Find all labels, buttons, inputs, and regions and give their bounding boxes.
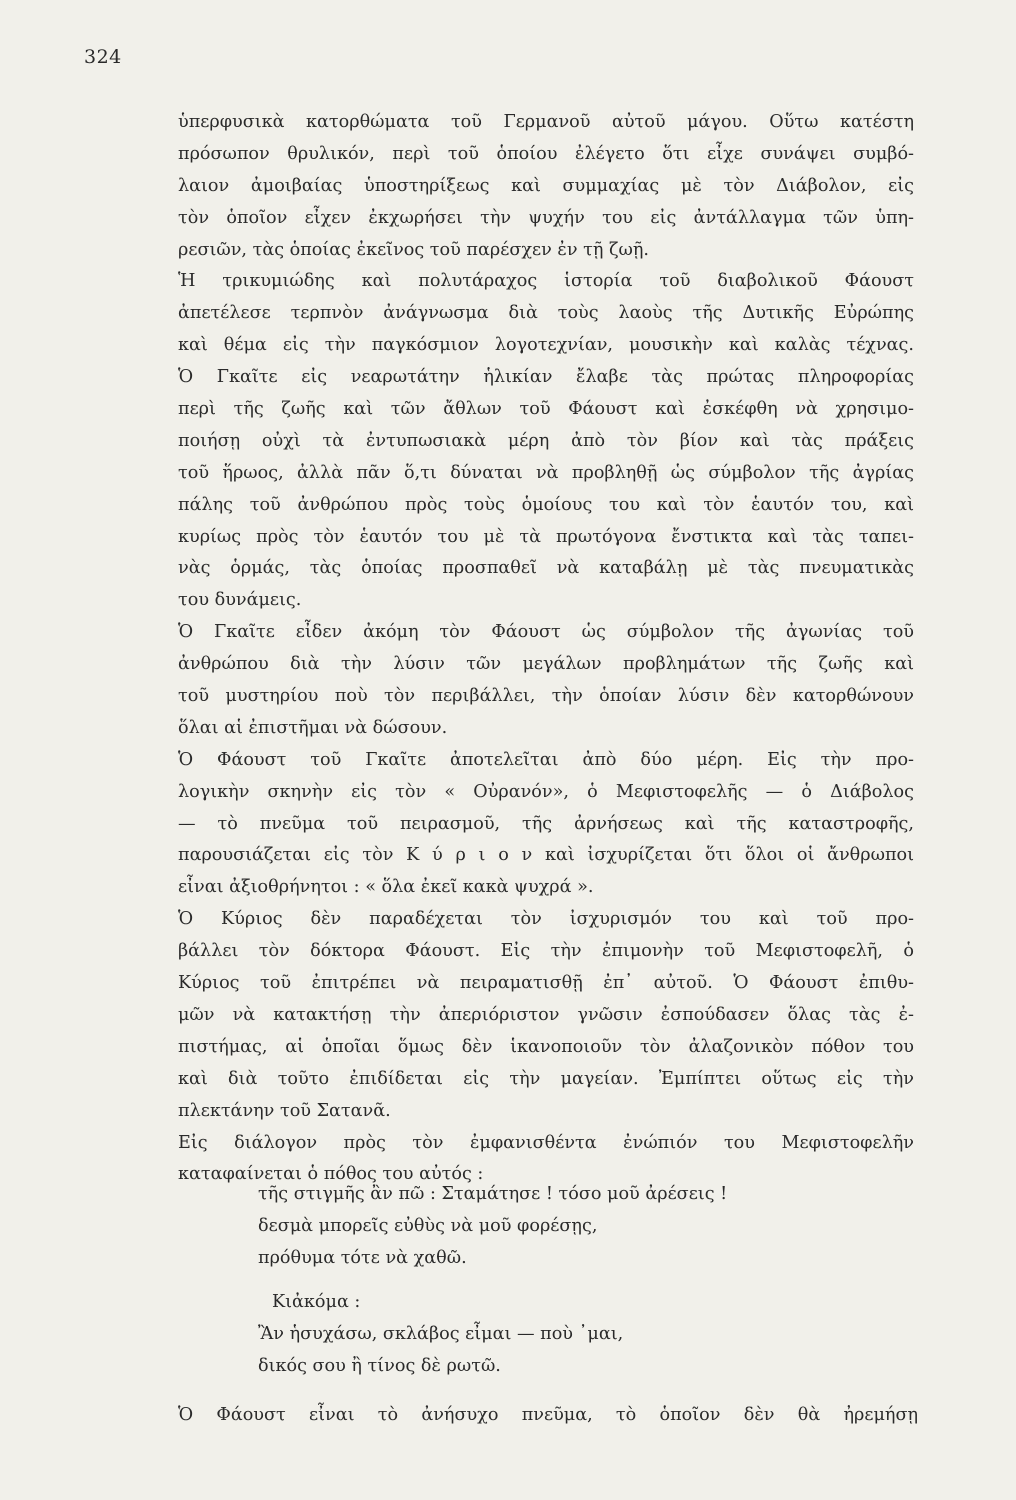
- text-line: Ἡ τρικυμιώδης καὶ πολυτάραχος ἱστορία τοῦ διαβολικοῦ Φάουστ: [178, 271, 914, 292]
- text-line: τοῦ μυστηρίου ποὺ τὸν περιβάλλει, τὴν ὁποίαν λύσιν δὲν κατορθώνουν: [178, 686, 914, 707]
- verse-line: δεσμὰ μπορεῖς εὐθὺς νὰ μοῦ φορέσῃς,: [258, 1216, 598, 1236]
- text-line: Ὁ Φάουστ εἶναι τὸ ἀνήσυχο πνεῦμα, τὸ ὁποῖον δὲν θὰ ἠρεμήσῃ: [178, 1405, 918, 1425]
- text-line: πιστήμας, αἱ ὁποῖαι ὅμως δὲν ἱκανοποιοῦν τὸν ἀλαζονικὸν πόθον του: [178, 1036, 914, 1057]
- text-line: εἶναι ἀξιοθρήνητοι : « ὅλα ἐκεῖ κακὰ ψυχρά ».: [178, 877, 594, 898]
- verse-line: τῆς στιγμῆς ἂν πῶ : Σταμάτησε ! τόσο μοῦ ἀρέσεις !: [258, 1184, 728, 1204]
- text-line: ρεσιῶν, τὰς ὁποίας ἐκεῖνος τοῦ παρέσχεν ἐν τῇ ζωῇ.: [178, 239, 650, 260]
- text-line: Ὁ Γκαῖτε εἶδεν ἀκόμη τὸν Φάουστ ὡς σύμβολον τῆς ἀγωνίας τοῦ: [178, 622, 914, 643]
- text-line: ποιήσῃ οὐχὶ τὰ ἐντυπωσιακὰ μέρη ἀπὸ τὸν βίον καὶ τὰς πράξεις: [178, 430, 914, 451]
- text-line: λογικὴν σκηνὴν εἰς τὸν « Οὐρανόν», ὁ Μεφιστοφελῆς — ὁ Διάβολος: [178, 781, 914, 802]
- text-line: λαιον ἀμοιβαίας ὑποστηρίξεως καὶ συμμαχίας μὲ τὸν Διάβολον, εἰς: [178, 175, 914, 196]
- verse-line: Ἂν ἡσυχάσω, σκλάβος εἶμαι — ποὺ ᾿μαι,: [258, 1324, 624, 1344]
- verse-line: δικός σου ἢ τίνος δὲ ρωτῶ.: [258, 1356, 501, 1376]
- verse-line: πρόθυμα τότε νὰ χαθῶ.: [258, 1248, 467, 1268]
- text-line: ὅλαι αἱ ἐπιστῆμαι νὰ δώσουν.: [178, 717, 448, 738]
- text-line: βάλλει τὸν δόκτορα Φάουστ. Εἰς τὴν ἐπιμονὴν τοῦ Μεφιστοφελῆ, ὁ: [178, 941, 914, 962]
- text-line: πλεκτάνην τοῦ Σατανᾶ.: [178, 1100, 391, 1121]
- text-line: τοῦ ἥρωος, ἀλλὰ πᾶν ὅ,τι δύναται νὰ προβληθῇ ὡς σύμβολον τῆς ἀγρίας: [178, 462, 914, 483]
- text-line: ὑπερφυσικὰ κατορθώματα τοῦ Γερμανοῦ αὐτοῦ μάγου. Οὕτω κατέστη: [178, 112, 914, 132]
- text-line: κυρίως πρὸς τὸν ἑαυτόν του μὲ τὰ πρωτόγονα ἔνστικτα καὶ τὰς ταπει-: [178, 526, 914, 547]
- verse-quote: [178, 1178, 798, 1382]
- text-line: πρόσωπον θρυλικόν, περὶ τοῦ ὁποίου ἐλέγετο ὅτι εἶχε συνάψει συμβό-: [178, 143, 914, 164]
- text-line: Ὁ Γκαῖτε εἰς νεαρωτάτην ἡλικίαν ἔλαβε τὰς πρώτας πληροφορίας: [178, 367, 914, 388]
- page-number: 324: [84, 46, 122, 68]
- text-line: περὶ τῆς ζωῆς καὶ τῶν ἄθλων τοῦ Φάουστ καὶ ἐσκέφθη νὰ χρησιμο-: [178, 399, 914, 420]
- text-line: καὶ θέμα εἰς τὴν παγκόσμιον λογοτεχνίαν, μουσικὴν καὶ καλὰς τέχνας.: [178, 335, 914, 356]
- text-line: ἀνθρώπου διὰ τὴν λύσιν τῶν μεγάλων προβλημάτων τῆς ζωῆς καὶ: [178, 654, 914, 675]
- text-line: παρουσιάζεται εἰς τὸν Κ ύ ρ ι ο ν καὶ ἰσχυρίζεται ὅτι ὅλοι οἱ ἄνθρωποι: [178, 845, 914, 866]
- main-text: [178, 107, 914, 1191]
- verse-intro: Κιἀκόμα :: [272, 1292, 361, 1312]
- text-line: τὸν ὁποῖον εἶχεν ἐκχωρήσει τὴν ψυχήν του εἰς ἀντάλλαγμα τῶν ὑπη-: [178, 207, 914, 228]
- text-line: — τὸ πνεῦμα τοῦ πειρασμοῦ, τῆς ἀρνήσεως καὶ τῆς καταστροφῆς,: [178, 813, 914, 834]
- final-paragraph: [178, 1400, 918, 1432]
- text-line: Ὁ Φάουστ τοῦ Γκαῖτε ἀποτελεῖται ἀπὸ δύο μέρη. Εἰς τὴν προ-: [178, 749, 914, 770]
- text-line: πάλης τοῦ ἀνθρώπου πρὸς τοὺς ὁμοίους του καὶ τὸν ἑαυτόν του, καὶ: [178, 494, 914, 515]
- text-line: μῶν νὰ κατακτήσῃ τὴν ἀπεριόριστον γνῶσιν ἐσπούδασεν ὅλας τὰς ἐ-: [178, 1004, 914, 1025]
- text-line: ἀπετέλεσε τερπνὸν ἀνάγνωσμα διὰ τοὺς λαοὺς τῆς Δυτικῆς Εὐρώπης: [178, 303, 914, 324]
- text-line: του δυνάμεις.: [178, 590, 302, 611]
- text-line: καταφαίνεται ὁ πόθος του αὐτός :: [178, 1164, 484, 1185]
- text-line: Εἰς διάλογον πρὸς τὸν ἐμφανισθέντα ἐνώπιόν του Μεφιστοφελῆν: [178, 1132, 914, 1153]
- text-line: Ὁ Κύριος δὲν παραδέχεται τὸν ἰσχυρισμόν του καὶ τοῦ προ-: [178, 909, 914, 930]
- text-line: νὰς ὁρμάς, τὰς ὁποίας προσπαθεῖ νὰ καταβάλῃ μὲ τὰς πνευματικὰς: [178, 558, 914, 579]
- text-line: καὶ διὰ τοῦτο ἐπιδίδεται εἰς τὴν μαγείαν. Ἐμπίπτει οὕτως εἰς τὴν: [178, 1068, 914, 1089]
- text-line: Κύριος τοῦ ἐπιτρέπει νὰ πειραματισθῇ ἐπ᾿ αὐτοῦ. Ὁ Φάουστ ἐπιθυ-: [178, 973, 914, 994]
